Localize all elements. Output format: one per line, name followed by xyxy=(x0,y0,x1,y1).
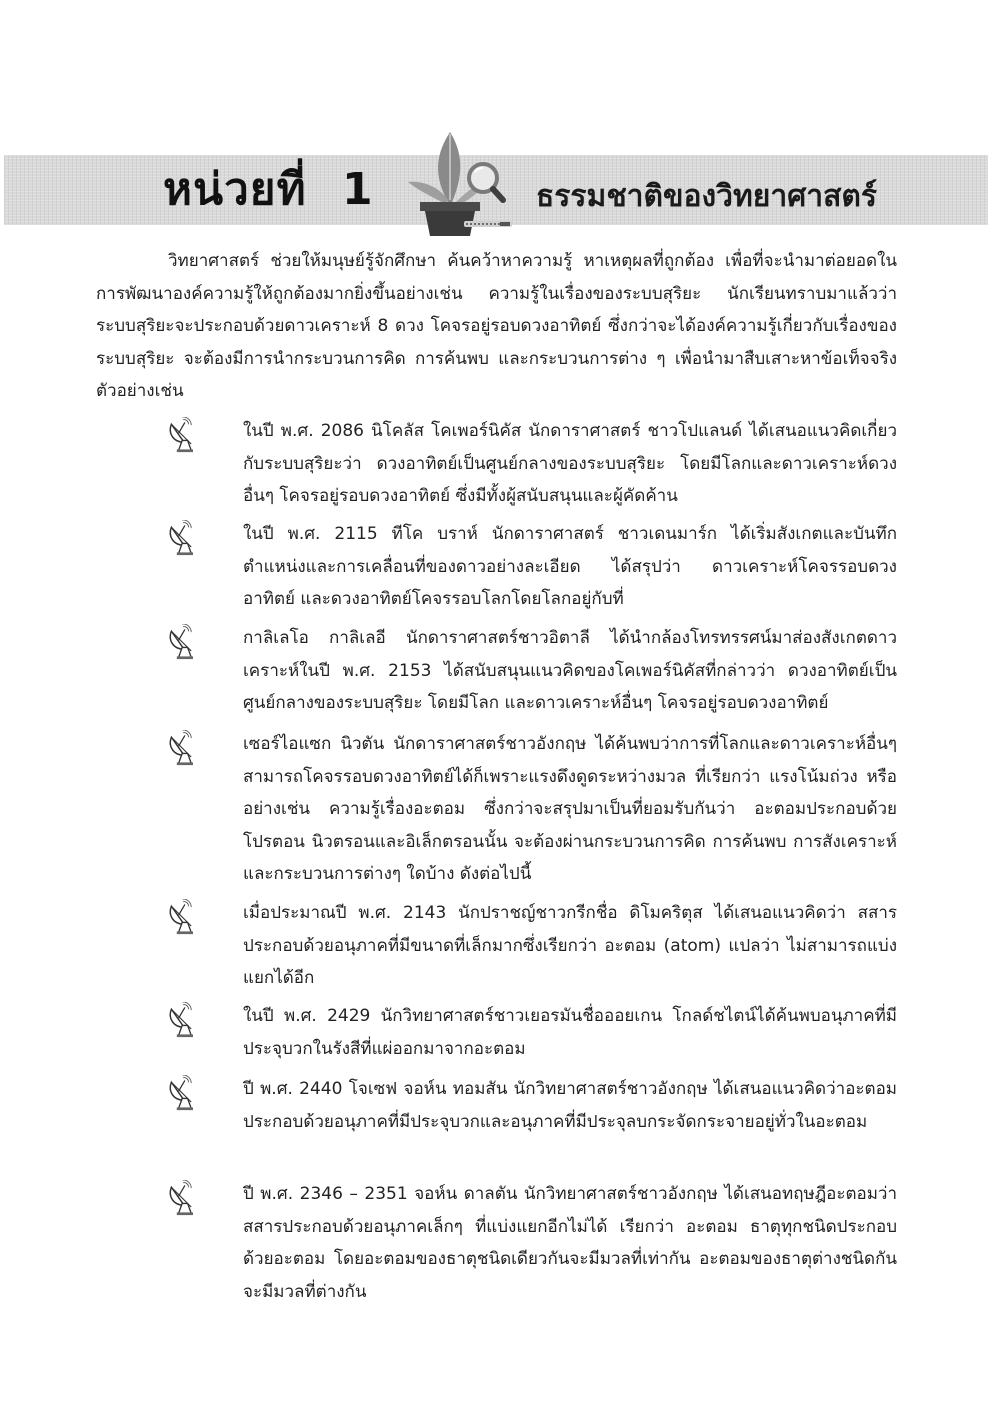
satellite-dish-icon xyxy=(166,1075,202,1111)
bullet-text: กาลิเลโอ กาลิเลอี นักดาราศาสตร์ชาวอิตาลี ได้นำกล้องโทรทรรศน์มาส่องสังเกตดาวเคราะห์ในปี พ.ศ. 2153 ได้สนับสนุนแนวคิดของโคเพอร์นิคัสที่กล่าวว่า ดวงอาทิตย์เป็นศูนย์กลางของระบบสุริยะ โดยมีโลก และดาวเคราะห์อื่นๆ โคจรอยู่รอบดวงอาทิตย์ xyxy=(243,628,897,713)
unit-number: 1 xyxy=(342,164,373,215)
intro-text: วิทยาศาสตร์ ช่วยให้มนุษย์รู้จักศึกษา ค้นคว้าหาความรู้ หาเหตุผลที่ถูกต้อง เพื่อที่จะนำมาต่อยอดในการพัฒนาองค์ความรู้ให้ถูกต้องมากยิ่งขึ้นอย่างเช่น ความรู้ในเรื่องของระบบสุริยะ นักเรียนทราบมาแล้วว่า ระบบสุริยะจะประกอบด้วยดาวเคราะห์ 8 ดวง โคจรอยู่รอบดวงอาทิตย์ ซึ่งกว่าจะได้องค์ความรู้เกี่ยวกับเรื่องของระบบสุริยะ จะต้องมีการนำกระบวนการคิด การค้นพบ และกระบวนการต่าง ๆ เพื่อนำมาสืบเสาะหาข้อเท็จจริง ตัวอย่างเช่น xyxy=(96,251,897,401)
plant-magnifier-icon xyxy=(400,130,530,240)
bullet-text: ในปี พ.ศ. 2086 นิโคลัส โคเพอร์นิคัส นักดาราศาสตร์ ชาวโปแลนด์ ได้เสนอแนวคิดเกี่ยวกับระบบสุริยะว่า ดวงอาทิตย์เป็นศูนย์กลางของระบบสุริยะ โดยมีโลกและดาวเคราะห์ดวงอื่นๆ โคจรอยู่รอบดวงอาทิตย์ ซึ่งมีทั้งผู้สนับสนุนและผู้คัดค้าน xyxy=(243,421,897,506)
satellite-dish-icon xyxy=(166,417,202,453)
satellite-dish-icon xyxy=(166,730,202,766)
unit-title: ธรรมชาติของวิทยาศาสตร์ xyxy=(536,179,878,214)
satellite-dish-icon xyxy=(166,624,202,660)
satellite-dish-icon xyxy=(166,1002,202,1038)
satellite-dish-icon xyxy=(166,520,202,556)
bullet-text: ปี พ.ศ. 2440 โจเซฟ จอห์น ทอมสัน นักวิทยาศาสตร์ชาวอังกฤษ ได้เสนอแนวคิดว่าอะตอมประกอบด้วยอนุภาคที่มีประจุบวกและอนุภาคที่มีประจุลบกระจัดกระจายอยู่ทั่วในอะตอม xyxy=(243,1079,897,1132)
bullet-text: ในปี พ.ศ. 2429 นักวิทยาศาสตร์ชาวเยอรมันชื่อออยเกน โกลด์ชไตน์ได้ค้นพบอนุภาคที่มีประจุบวกในรังสีที่แผ่ออกมาจากอะตอม xyxy=(243,1006,897,1059)
bullet-text: ในปี พ.ศ. 2115 ทีโค บราห์ นักดาราศาสตร์ ชาวเดนมาร์ก ได้เริ่มสังเกตและบันทึกตำแหน่งและการเคลื่อนที่ของดาวอย่างละเอียด ได้สรุปว่า ดาวเคราะห์โคจรรอบดวงอาทิตย์ และดวงอาทิตย์โคจรรอบโลกโดยโลกอยู่กับที่ xyxy=(243,524,897,609)
intro-paragraph xyxy=(96,245,897,408)
bullet-text: เซอร์ไอแซก นิวตัน นักดาราศาสตร์ชาวอังกฤษ ได้ค้นพบว่าการที่โลกและดาวเคราะห์อื่นๆ สามารถโคจรรอบดวงอาทิตย์ได้ก็เพราะแรงดึงดูดระหว่างมวล ที่เรียกว่า แรงโน้มถ่วง หรืออย่างเช่น ความรู้เรื่องอะตอม ซึ่งกว่าจะสรุปมาเป็นที่ยอมรับกันว่า อะตอมประกอบด้วยโปรตอน นิวตรอนและอิเล็กตรอนนั้น จะต้องผ่านกระบวนการคิด การค้นพบ การสังเคราะห์ และกระบวนการต่างๆ ใดบ้าง ดังต่อไปนี้ xyxy=(243,734,897,884)
satellite-dish-icon xyxy=(166,899,202,935)
bullet-text: ปี พ.ศ. 2346 – 2351 จอห์น ดาลตัน นักวิทยาศาสตร์ชาวอังกฤษ ได้เสนอทฤษฎีอะตอมว่า สสารประกอบด้วยอนุภาคเล็กๆ ที่แบ่งแยกอีกไม่ได้ เรียกว่า อะตอม ธาตุทุกชนิดประกอบด้วยอะตอม โดยอะตอมของธาตุชนิดเดียวกันจะมีมวลที่เท่ากัน อะตอมของธาตุต่างชนิดกันจะมีมวลที่ต่างกัน xyxy=(243,1184,897,1302)
bullet-text: เมื่อประมาณปี พ.ศ. 2143 นักปราชญ์ชาวกรีกชื่อ ดิโมคริตุส ได้เสนอแนวคิดว่า สสารประกอบด้วยอนุภาคที่มีขนาดที่เล็กมากซึ่งเรียกว่า อะตอม (atom) แปลว่า ไม่สามารถแบ่งแยกได้อีก xyxy=(243,903,897,988)
unit-label: หน่วยที่ xyxy=(163,164,307,215)
satellite-dish-icon xyxy=(166,1180,202,1216)
